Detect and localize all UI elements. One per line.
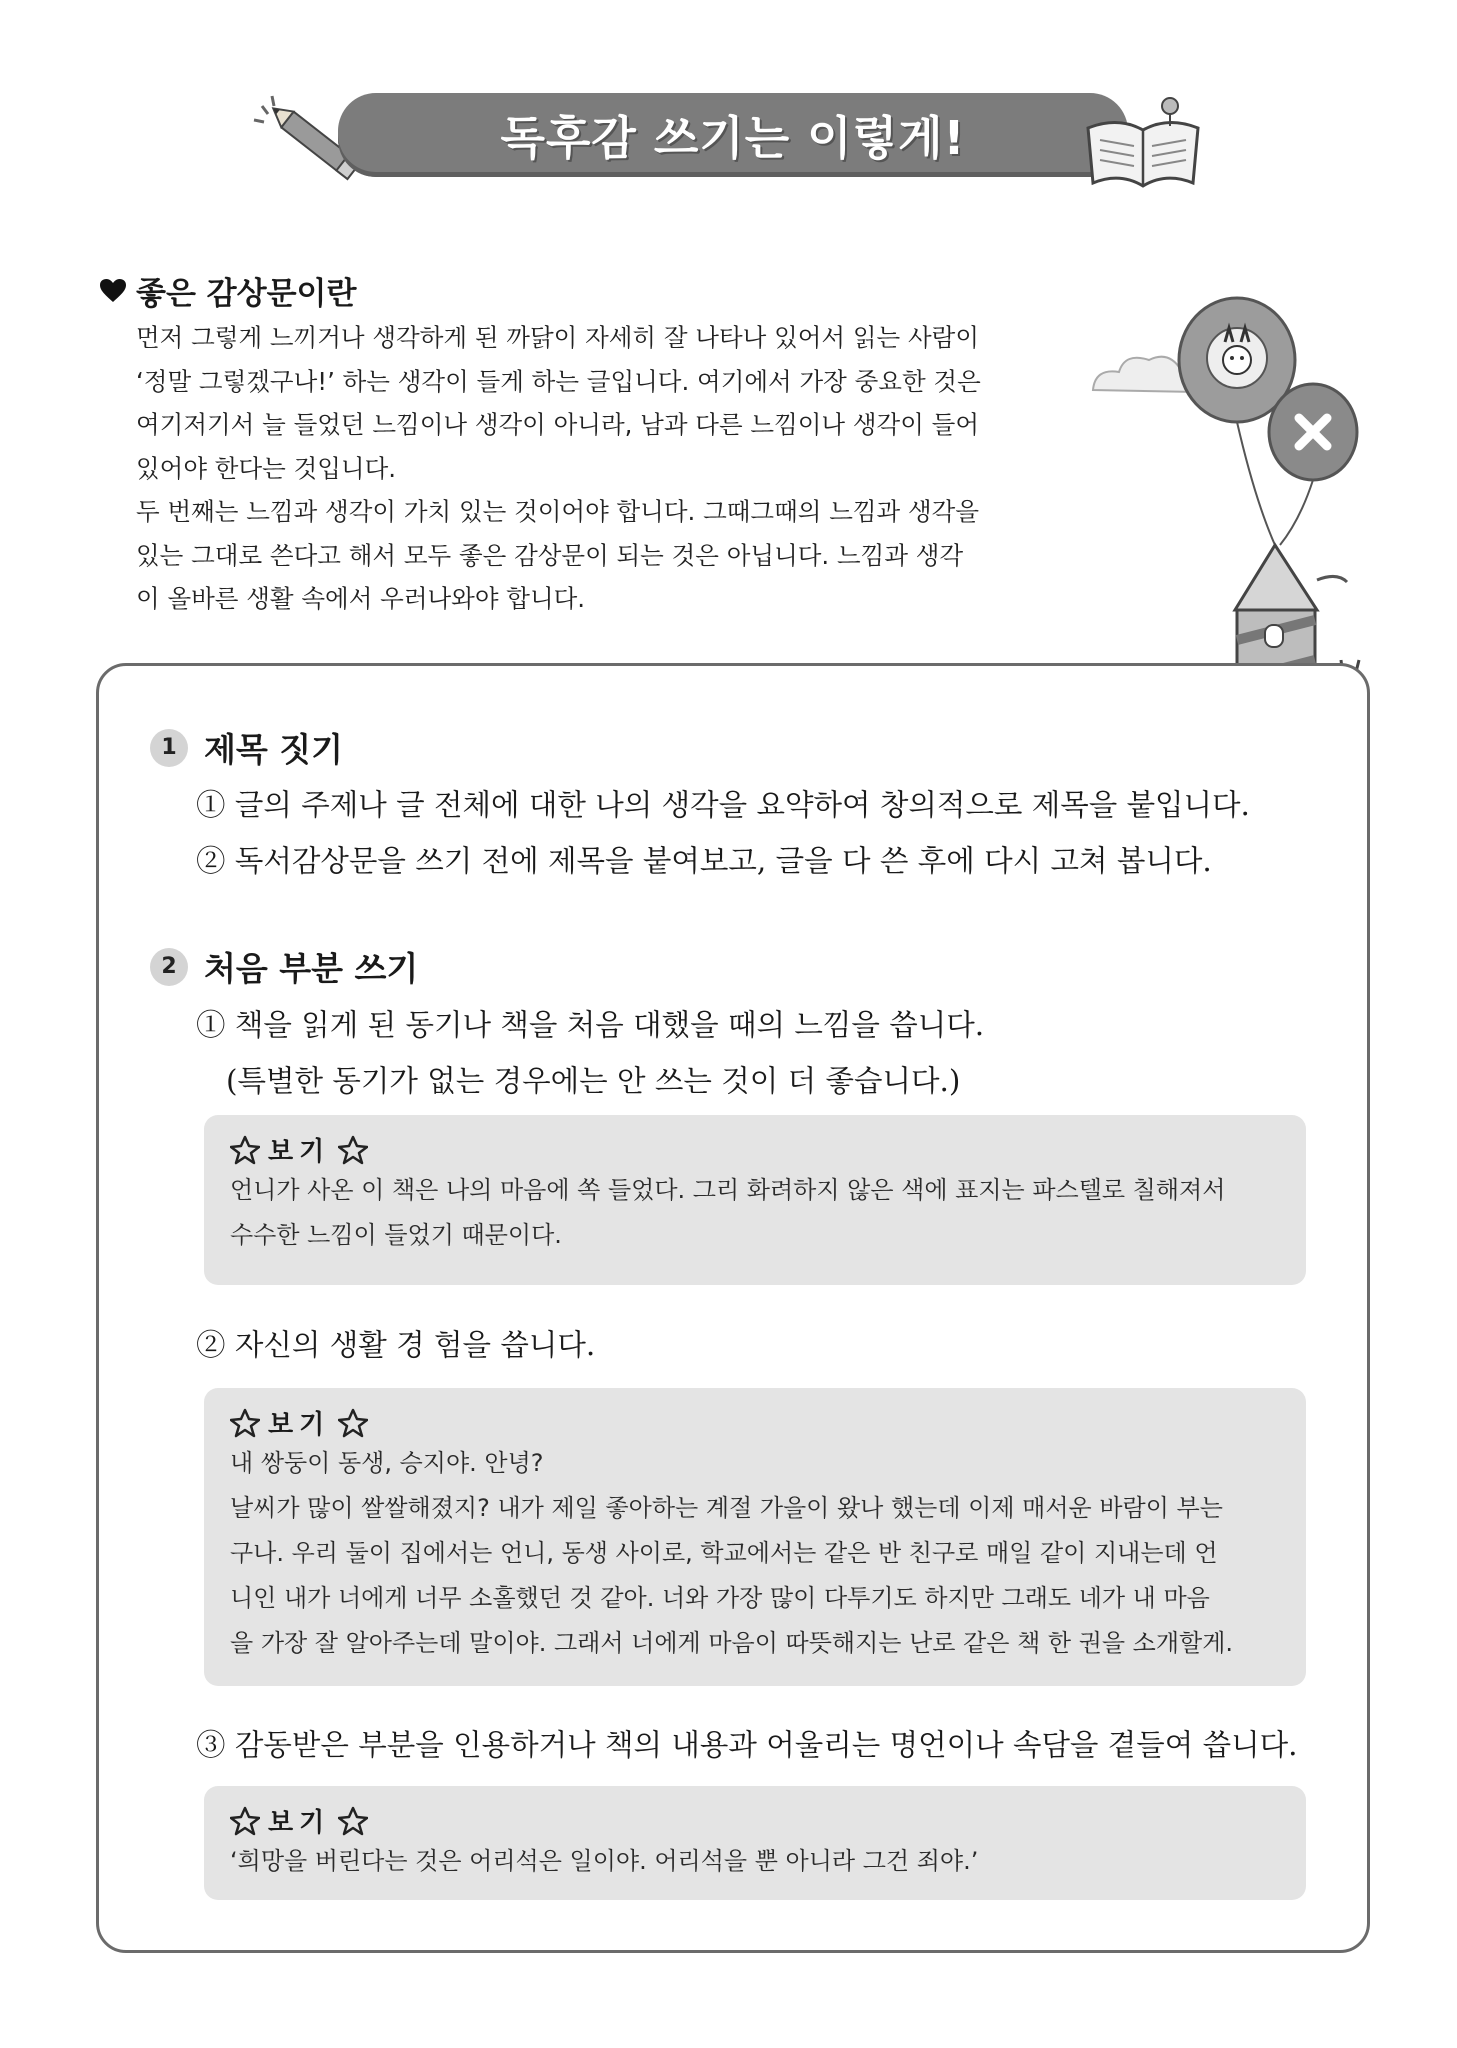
star-icon bbox=[338, 1408, 368, 1438]
intro-heading bbox=[100, 268, 356, 313]
example-box-3 bbox=[204, 1786, 1306, 1900]
section-2-item-3: ③ 감동받은 부분을 인용하거나 책의 내용과 어울리는 명언이나 속담을 곁들여 씁니다. bbox=[196, 1728, 1298, 1762]
section-number-badge: 2 bbox=[150, 948, 188, 986]
intro-line: 이 올바른 생활 속에서 우러나와야 합니다. bbox=[136, 584, 586, 613]
example-line: ‘희망을 버린다는 것은 어리석은 일이야. 어리석을 뿐 아니라 그건 죄야.’ bbox=[230, 1847, 979, 1875]
example-line: 을 가장 잘 알아주는데 말이야. 그래서 너에게 마음이 따뜻해지는 난로 같은 책 한 권을 소개할게. bbox=[230, 1629, 1234, 1657]
star-icon bbox=[338, 1135, 368, 1165]
example-label-text: 보기 bbox=[268, 1808, 331, 1838]
star-icon bbox=[230, 1408, 260, 1438]
star-icon bbox=[338, 1806, 368, 1836]
star-icon bbox=[230, 1135, 260, 1165]
intro-line: 여기저기서 늘 들었던 느낌이나 생각이 아니라, 남과 다른 느낌이나 생각이 들어 bbox=[136, 410, 980, 439]
example-line: 수수한 느낌이 들었기 때문이다. bbox=[230, 1221, 562, 1249]
section-1-heading bbox=[150, 724, 343, 771]
intro-heading-text: 좋은 감상문이란 bbox=[136, 276, 357, 312]
page-title: 독후감 쓰기는 이렇게! bbox=[500, 111, 966, 165]
example-label bbox=[230, 1404, 1282, 1441]
section-1-item-1: ① 글의 주제나 글 전체에 대한 나의 생각을 요약하여 창의적으로 제목을 붙입니다. bbox=[196, 788, 1250, 822]
example-box-2 bbox=[204, 1388, 1306, 1686]
example-line: 니인 내가 너에게 너무 소홀했던 것 같아. 너와 가장 많이 다투기도 하지만 그래도 네가 내 마음 bbox=[230, 1584, 1210, 1612]
intro-line: 먼저 그렇게 느끼거나 생각하게 된 까닭이 자세히 잘 나타나 있어서 읽는 사람이 bbox=[136, 323, 980, 352]
section-title: 제목 짓기 bbox=[204, 730, 344, 769]
example-line: 언니가 사온 이 책은 나의 마음에 쏙 들었다. 그리 화려하지 않은 색에 표지는 파스텔로 칠해져서 bbox=[230, 1176, 1226, 1204]
example-line: 구나. 우리 둘이 집에서는 언니, 동생 사이로, 학교에서는 같은 반 친구로 매일 같이 지내는데 언 bbox=[230, 1539, 1218, 1567]
example-label bbox=[230, 1802, 1282, 1839]
example-label-text: 보기 bbox=[268, 1137, 331, 1167]
section-number-badge: 1 bbox=[150, 729, 188, 767]
heart-icon bbox=[100, 279, 126, 303]
title-banner bbox=[338, 93, 1128, 177]
intro-line: 있어야 한다는 것입니다. bbox=[136, 453, 397, 483]
section-1-item-2: ② 독서감상문을 쓰기 전에 제목을 붙여보고, 글을 다 쓴 후에 다시 고쳐 봅니다. bbox=[196, 844, 1212, 878]
example-box-1 bbox=[204, 1115, 1306, 1285]
section-2-item-2: ② 자신의 생활 경 험을 씁니다. bbox=[196, 1328, 596, 1362]
intro-line: ‘정말 그렇겠구나!’ 하는 생각이 들게 하는 글입니다. 여기에서 가장 중요한 것은 bbox=[136, 366, 981, 396]
intro-line: 있는 그대로 쓴다고 해서 모두 좋은 감상문이 되는 것은 아닙니다. 느낌과 생각 bbox=[136, 540, 964, 570]
example-line: 날씨가 많이 쌀쌀해졌지? 내가 제일 좋아하는 계절 가을이 왔나 했는데 이제 매서운 바람이 부는 bbox=[230, 1494, 1223, 1522]
intro-line: 두 번째는 느낌과 생각이 가치 있는 것이어야 합니다. 그때그때의 느낌과 생각을 bbox=[136, 497, 980, 526]
intro-paragraph bbox=[136, 316, 1016, 621]
star-icon bbox=[230, 1806, 260, 1836]
section-2-heading bbox=[150, 943, 418, 990]
section-2-item-1: ① 책을 읽게 된 동기나 책을 처음 대했을 때의 느낌을 씁니다. bbox=[196, 1008, 985, 1042]
example-label bbox=[230, 1131, 1282, 1168]
example-label-text: 보기 bbox=[268, 1410, 331, 1440]
open-book-icon bbox=[1078, 88, 1208, 198]
example-line: 내 쌍둥이 동생, 승지야. 안녕? bbox=[230, 1449, 544, 1477]
section-title: 처음 부분 쓰기 bbox=[204, 949, 419, 988]
section-2-item-1-note: (특별한 동기가 없는 경우에는 안 쓰는 것이 더 좋습니다.) bbox=[226, 1064, 961, 1098]
